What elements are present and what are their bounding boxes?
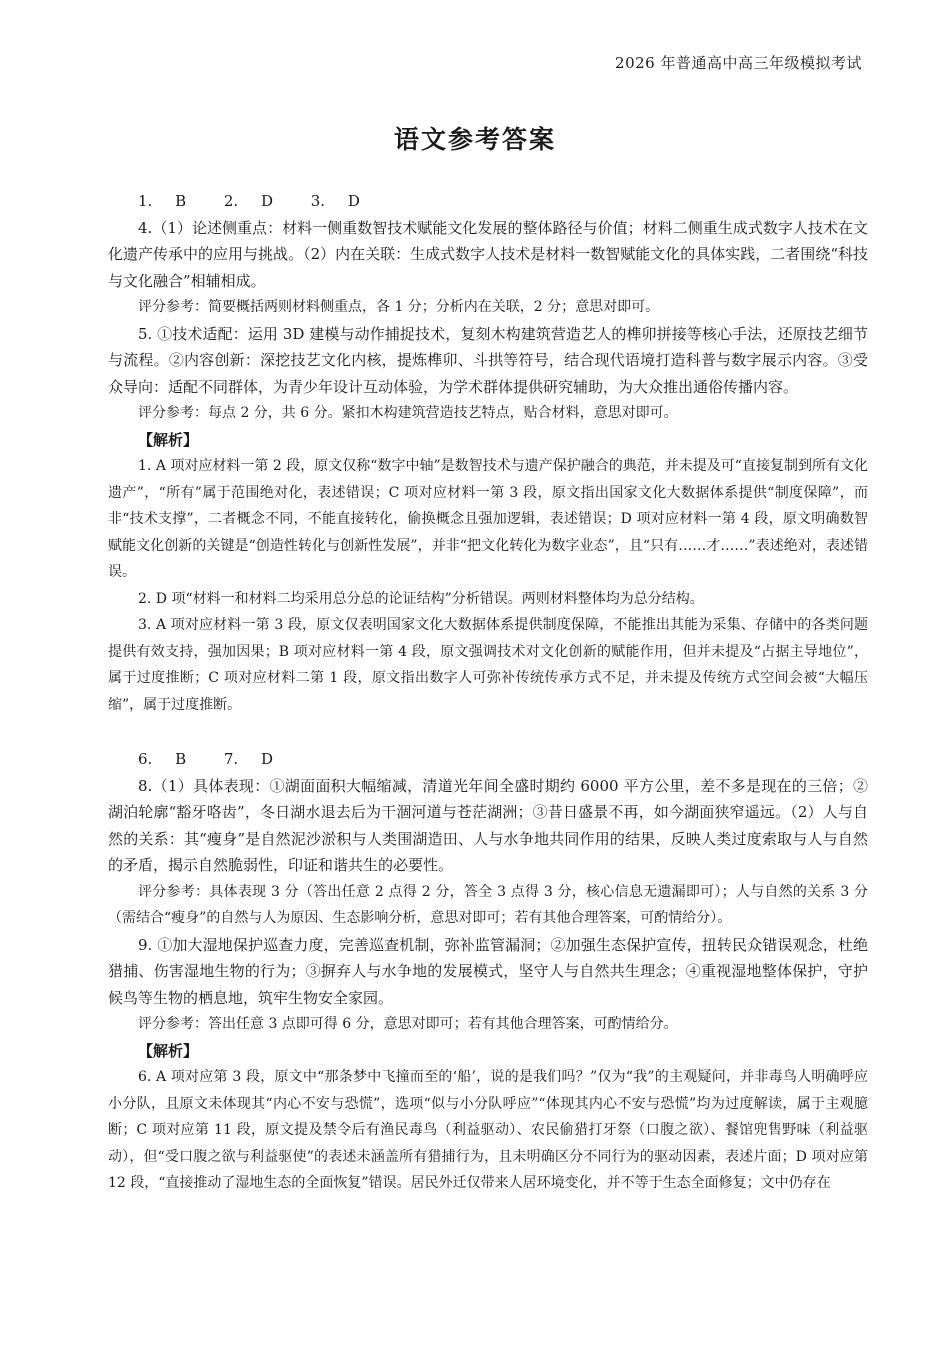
analysis-2: 2. D 项“材料一和材料二均采用总分总的论证结构”分析错误。两则材料整体均为总分结构。 — [138, 590, 704, 607]
answer-4: 4.（1）论述侧重点：材料一侧重数智技术赋能文化发展的整体路径与价值；材料二侧重生成式数字人技术在文化遗产传承中的应用与挑战。（2）内在关联：生成式数字人技术是材料一数智赋能文化的具体实践，二者围绕“科技与文化融合”相辅相成。 — [108, 218, 868, 290]
answer-9-scoring: 评分参考：答出任意 3 点即可得 6 分，意思对即可；若有其他合理答案，可酌情给分。 — [138, 1016, 678, 1032]
answer-4-scoring: 评分参考：简要概括两则材料侧重点，各 1 分；分析内在关联，2 分；意思对即可。 — [138, 299, 660, 315]
answer-8-scoring: 评分参考：具体表现 3 分（答出任意 2 点得 2 分，答全 3 点得 3 分，核心信息无遗漏即可）；人与自然的关系 3 分（需结合“瘦身”的自然与人为原因、生态影响分析，意思对即可；若有其他合理答案，可酌情给分）。 — [108, 883, 868, 926]
section-answers-6-9 — [108, 746, 868, 1197]
analysis-1: 1. A 项对应材料一第 2 段，原文仅称“数字中轴”是数智技术与遗产保护融合的典范，并未提及可“直接复制到所有文化遗产”，“所有”属于范围绝对化，表述错误；C 项对应材料一第 3 段，原文指出国家文化大数据体系提供“制度保障”，而非“技术支撑”，二者概念不同，不能直接转化，偷换概念且强加逻辑，表述错误；D 项对应材料一第 4 段，原文明确数智赋能文化创新的关键是“创造性转化与创新性发展”，并非“把文化转化为数字业态”，且“只有……才……”表述绝对，表述错误。 — [108, 458, 868, 580]
answer-5: 5. ①技术适配：运用 3D 建模与动作捕捉技术，复刻木构建筑营造艺人的榫卯拼接等核心手法，还原技艺细节与流程。②内容创新：深挖技艺文化内核，提炼榫卯、斗拱等符号，结合现代语境打造科普与数字展示内容。③受众导向：适配不同群体，为青少年设计互动体验，为学术群体提供研究辅助，为大众推出通俗传播内容。 — [108, 324, 868, 396]
answers-1-3: 1. B 2. D 3. D — [138, 192, 360, 210]
answer-5-scoring: 评分参考：每点 2 分，共 6 分。紧扣木构建筑营造技艺特点，贴合材料，意思对即可。 — [138, 405, 678, 421]
analysis-heading: 【解析】 — [138, 430, 199, 449]
answer-9: 9. ①加大湿地保护巡查力度，完善巡查机制，弥补监管漏洞；②加强生态保护宣传，扭转民众错误观念，杜绝猎捕、伤害湿地生物的行为；③摒弃人与水争地的发展模式，坚守人与自然共生理念；④重视湿地整体保护，守护候鸟等生物的栖息地，筑牢生物安全家园。 — [108, 935, 868, 1007]
analysis-6: 6. A 项对应第 3 段，原文中“那条梦中飞撞而至的‘船’，说的是我们吗？”仅为“我”的主观疑问，并非毒鸟人明确呼应小分队，且原文未体现其“内心不安与恐慌”，选项“似与小分队呼应”“体现其内心不安与恐慌”均为过度解读，属于主观臆断；C 项对应第 11 段，原文提及禁令后有渔民毒鸟（利益驱动）、农民偷猎打牙祭（口腹之欲）、餐馆兜售野味（利益驱动），但“受口腹之欲与利益驱使”的表述未涵盖所有猎捕行为，且未明确区分不同行为的驱动因素，表述片面；D 项对应第 12 段，“直接推动了湿地生态的全面恢复”错误。居民外迁仅带来人居环境变化，并不等于生态全面修复；文中仍存在 — [108, 1069, 868, 1191]
answer-8: 8.（1）具体表现：①湖面面积大幅缩减，清道光年间全盛时期约 6000 平方公里，差不多是现在的三倍；②湖泊轮廓“豁牙咯齿”，冬日湖水退去后为干涸河道与苍茫湖洲；③昔日盛景不再，如今湖面狭窄遥远。（2）人与自然的关系：其“瘦身”是自然泥沙淤积与人类围湖造田、人与水争地共同作用的结果，反映人类过度索取与人与自然的矛盾，揭示自然脆弱性，印证和谐共生的必要性。 — [108, 776, 868, 874]
exam-header: 2026 年普通高中高三年级模拟考试 — [615, 54, 862, 72]
section-answers-1-5 — [108, 188, 868, 718]
page-title: 语文参考答案 — [393, 125, 556, 154]
answers-6-7: 6. B 7. D — [138, 750, 273, 768]
analysis-3: 3. A 项对应材料一第 3 段，原文仅表明国家文化大数据体系提供制度保障，不能推出其能为采集、存储中的各类问题提供有效支持，强加因果；B 项对应材料一第 4 段，原文强调技术对文化创新的赋能作用，但并未提及“占据主导地位”，属于过度推断；C 项对应材料二第 1 段，原文指出数字人可弥补传统传承方式不足，并未提及传统方式空间会被“大幅压缩”，属于过度推断。 — [108, 617, 868, 713]
analysis-heading-2: 【解析】 — [138, 1041, 199, 1060]
